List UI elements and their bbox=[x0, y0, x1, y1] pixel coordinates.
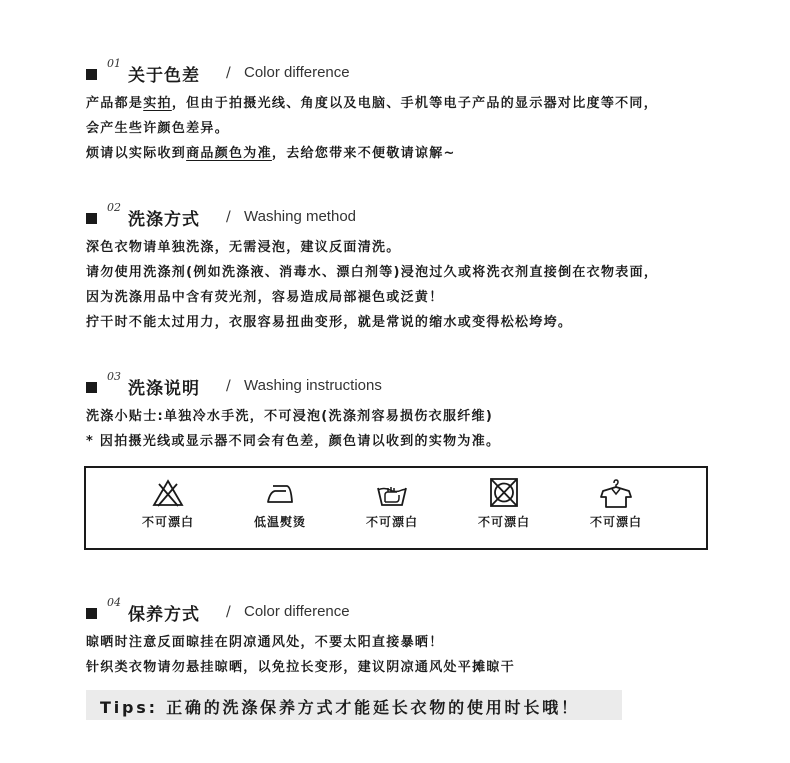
section-subtitle: Washing method bbox=[244, 208, 357, 225]
underlined-text: 实拍 bbox=[143, 96, 172, 111]
section-header bbox=[86, 201, 726, 231]
body-line: 晾晒时注意反面晾挂在阴凉通风处，不要太阳直接暴晒！ bbox=[86, 635, 444, 650]
body-line: 针织类衣物请勿悬挂晾晒，以免拉长变形，建议阴凉通风处平摊晾干 bbox=[86, 660, 516, 675]
section-header bbox=[86, 596, 726, 626]
section-number: 03 bbox=[107, 370, 121, 383]
care-item bbox=[576, 478, 656, 530]
section-header bbox=[86, 57, 726, 87]
body-line: 会产生些许颜色差异。 bbox=[86, 121, 230, 136]
tips-text: Tips: 正确的洗涤保养方式才能延长衣物的使用时长哦！ bbox=[100, 698, 580, 717]
section-title: 关于色差 bbox=[128, 66, 200, 86]
care-label: 不可漂白 bbox=[365, 515, 418, 529]
square-bullet-icon bbox=[86, 213, 97, 224]
body-line: 拧干时不能太过用力，衣服容易扭曲变形，就是常说的缩水或变得松松垮垮。 bbox=[86, 315, 573, 330]
body-line: 产品都是实拍，但由于拍摄光线、角度以及电脑、手机等电子产品的显示器对比度等不同， bbox=[86, 96, 659, 111]
square-bullet-icon bbox=[86, 382, 97, 393]
body-line: 洗涤小贴士:单独冷水手洗，不可浸泡(洗涤剂容易损伤衣服纤维) bbox=[86, 409, 494, 424]
care-label: 不可漂白 bbox=[477, 515, 530, 529]
title-separator: / bbox=[226, 65, 231, 81]
section-subtitle: Color difference bbox=[244, 603, 350, 620]
section-title: 洗涤说明 bbox=[128, 379, 200, 399]
title-separator: / bbox=[226, 209, 231, 225]
section-subtitle: Color difference bbox=[244, 64, 350, 81]
section-header bbox=[86, 370, 726, 400]
underlined-text: 商品颜色为准 bbox=[186, 146, 272, 161]
section-number: 01 bbox=[107, 57, 121, 70]
section-subtitle: Washing instructions bbox=[244, 377, 382, 394]
section-washing-method bbox=[86, 201, 726, 330]
section-title: 保养方式 bbox=[128, 605, 200, 625]
low-temp-iron-icon bbox=[263, 478, 297, 508]
body-line: 请勿使用洗涤剂(例如洗涤液、消毒水、漂白剂等)浸泡过久或将洗衣剂直接倒在衣物表面， bbox=[86, 265, 659, 280]
body-line: 深色衣物请单独洗涤，无需浸泡，建议反面清洗。 bbox=[86, 240, 401, 255]
hang-dry-icon bbox=[598, 478, 634, 508]
title-separator: / bbox=[226, 604, 231, 620]
care-item bbox=[352, 478, 432, 530]
square-bullet-icon bbox=[86, 69, 97, 80]
section-color-difference bbox=[86, 57, 726, 161]
no-tumble-dry-icon bbox=[487, 478, 521, 508]
tips-banner bbox=[86, 690, 622, 720]
care-label: 不可漂白 bbox=[141, 515, 194, 529]
care-item bbox=[464, 478, 544, 530]
section-number: 02 bbox=[107, 201, 121, 214]
section-care-method bbox=[86, 596, 726, 675]
body-line: * 因拍摄光线或显示器不同会有色差，颜色请以收到的实物为准。 bbox=[86, 434, 501, 449]
care-item bbox=[128, 478, 208, 530]
hand-wash-icon bbox=[374, 478, 410, 508]
section-number: 04 bbox=[107, 596, 121, 609]
body-line: 因为洗涤用品中含有荧光剂，容易造成局部褪色或泛黄！ bbox=[86, 290, 444, 305]
title-separator: / bbox=[226, 378, 231, 394]
care-icons-panel bbox=[84, 466, 708, 550]
square-bullet-icon bbox=[86, 608, 97, 619]
section-washing-instructions bbox=[86, 370, 726, 449]
care-label: 不可漂白 bbox=[589, 515, 642, 529]
care-label: 低温熨烫 bbox=[253, 515, 306, 529]
section-title: 洗涤方式 bbox=[128, 210, 200, 230]
no-bleach-icon bbox=[151, 478, 185, 508]
care-item bbox=[240, 478, 320, 530]
body-line: 烦请以实际收到商品颜色为准，去给您带来不便敬请谅解~ bbox=[86, 146, 456, 161]
